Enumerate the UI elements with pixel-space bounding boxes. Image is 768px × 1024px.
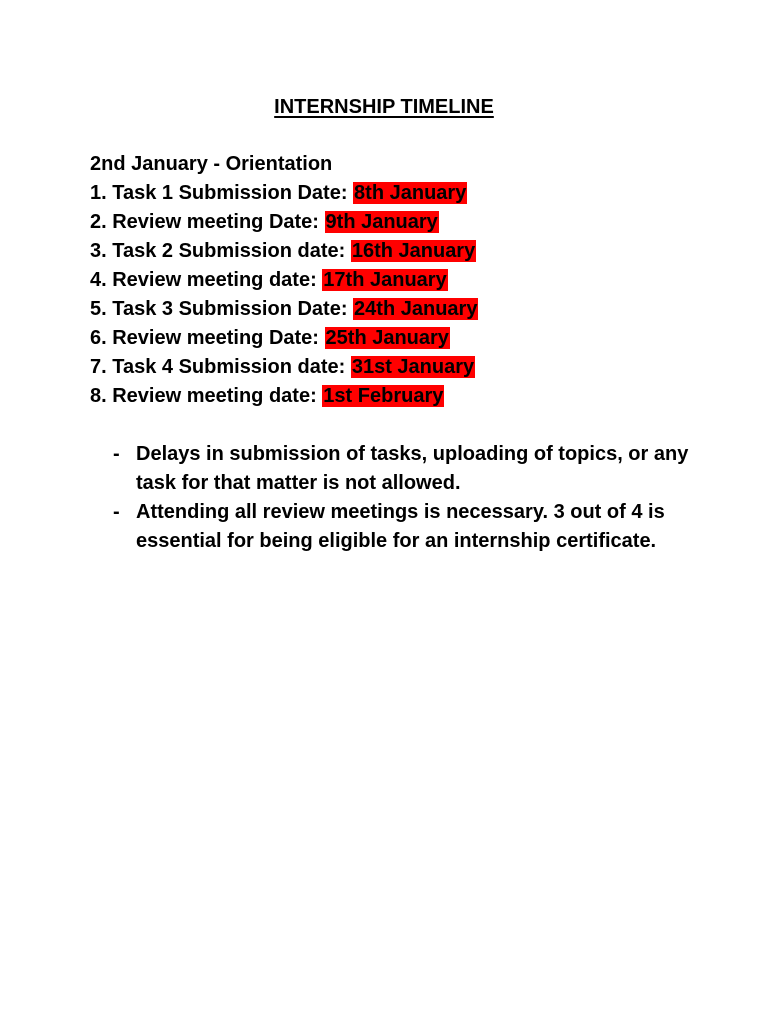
note-text: Attending all review meetings is necessary. 3 out of 4 is essential for being eligible for an internship certificate.: [136, 501, 665, 552]
note-bullet: -: [113, 443, 120, 465]
timeline-item: [90, 237, 710, 266]
timeline-list: [90, 150, 710, 411]
timeline-item-label: 7. Task 4 Submission date:: [90, 356, 351, 378]
page-title: INTERNSHIP TIMELINE: [274, 96, 494, 118]
timeline-item-date: 16th January: [351, 240, 476, 262]
timeline-item-label: 8. Review meeting date:: [90, 385, 323, 407]
timeline-item-label: 4. Review meeting date:: [90, 269, 323, 291]
timeline-item-label: 3. Task 2 Submission date:: [90, 240, 351, 262]
timeline-item-date: 1st February: [323, 385, 444, 407]
timeline-item-label: 5. Task 3 Submission Date:: [90, 298, 354, 320]
notes-list: [113, 440, 693, 556]
timeline-item: [90, 382, 710, 411]
note-item: [113, 498, 693, 556]
orientation-line: 2nd January - Orientation: [90, 153, 333, 175]
timeline-item: [90, 324, 710, 353]
timeline-item: [90, 208, 710, 237]
timeline-item: [90, 266, 710, 295]
timeline-item-date: 9th January: [325, 211, 438, 233]
note-bullet: -: [113, 501, 120, 523]
timeline-item-label: 2. Review meeting Date:: [90, 211, 325, 233]
timeline-item: [90, 179, 710, 208]
note-item: [113, 440, 693, 498]
timeline-item: [90, 295, 710, 324]
timeline-item-date: 8th January: [354, 182, 467, 204]
timeline-item: [90, 353, 710, 382]
timeline-item-label: 6. Review meeting Date:: [90, 327, 325, 349]
timeline-item-label: 1. Task 1 Submission Date:: [90, 182, 354, 204]
timeline-item-date: 24th January: [354, 298, 478, 320]
timeline-item-date: 31st January: [351, 356, 475, 378]
note-text: Delays in submission of tasks, uploading of topics, or any task for that matter is not allowed.: [136, 443, 689, 494]
timeline-item-date: 25th January: [325, 327, 449, 349]
timeline-item-date: 17th January: [323, 269, 447, 291]
